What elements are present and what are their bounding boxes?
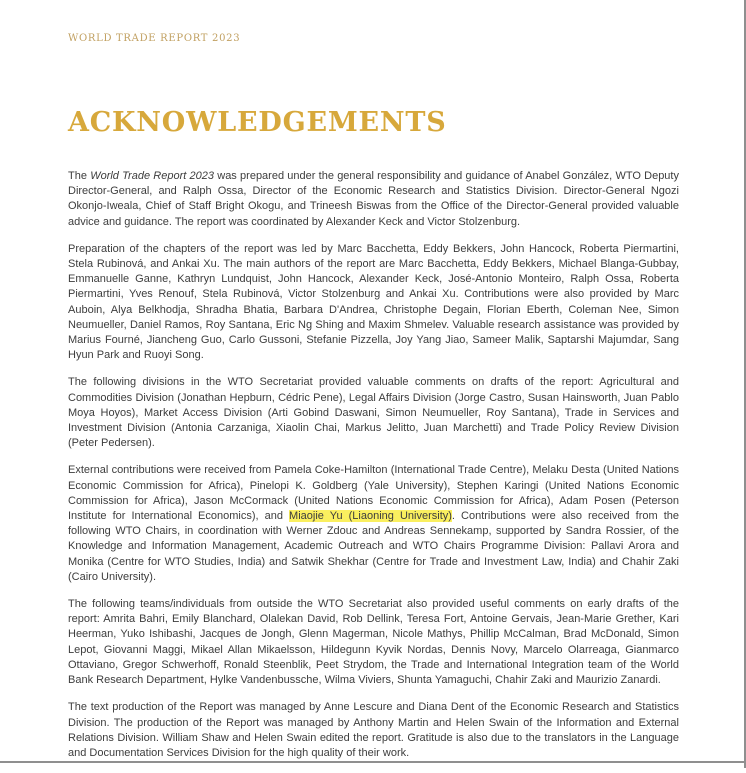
page-edge-bottom <box>0 761 744 763</box>
text-segment: Preparation of the chapters of the report was led by Marc Bacchetta, Eddy Bekkers, John Hancock, Roberta Piermartini, Stela Rubinová, and Ankai Xu. The main authors of the report are Marc Bacchetta, Eddy Bekkers, Michael Blanga-Gubbay, Emmanuelle Ganne, Kathryn Lundquist, John Hancock, Alexander Keck, José-Antonio Monteiro, Ralph Ossa, Roberta Piermartini, Yves Renouf, Stela Rubinová, Victor Stolzenburg and Ankai Xu. Contributions were also provided by Marc Auboin, Alya Belkhodja, Shradha Bhatia, Barbara D'Andrea, Christophe Degain, Florian Eberth, Coleman Nee, Simon Neumueller, Daniel Ramos, Roy Santana, Eric Ng Shing and Maxim Shmelev. Valuable research assistance was provided by Marius Fourné, Jiancheng Guo, Carlo Gussoni, Stefanie Pizzella, Joy Yang Jiao, Sameer Malik, Saptarshi Majumdar, Sang Hyun Park and Ruoyi Song. <box>68 242 679 362</box>
text-segment: . Contributions were also received from the following WTO Chairs, in coordination with Werner Zdouc and Andreas Sennekamp, supported by Sandra Rossier, of the Knowledge and Information Management, Academic Outreach and WTO Chairs Programme Division: Pallavi Arora and Monika (Centre for WTO Studies, India) and Satwik Shekhar (Centre for Trade and Investment Law, India) and Chahir Zaki (Cairo University). <box>68 510 679 583</box>
paragraph-4 <box>68 463 679 585</box>
paragraph-5 <box>68 597 679 688</box>
highlighted-text: Miaojie Yu (Liaoning University) <box>289 510 452 523</box>
text-segment: World Trade Report 2023 <box>90 170 215 182</box>
text-segment: The following teams/individuals from outside the WTO Secretariat also provided useful comments on early drafts of the report: Amrita Bahri, Emily Blanchard, Olalekan David, Rob Dellink, Teresa Fort, Antoine Gervais, Jean-Marie Grether, Kari Heerman, Yuko Ishibashi, Jacques de Jongh, Glenn Magerman, Nicole Mathys, Phillip McCalman, Brad McDonald, Simon Lepot, Giovanni Maggi, Mikael Allan Mikaelsson, Hildegunn Kyvik Nordas, Dennis Novy, Marcelo Olarreaga, Gianmarco Ottaviano, Gregor Schwerhoff, Ronald Steenblik, Peet Strydom, the Trade and International Integration team of the World Bank Research Department, Hylke Vandenbussche, Wilma Viviers, Shunta Yamaguchi, Chahir Zaki and Maurizio Zanardi. <box>68 598 679 687</box>
running-header: WORLD TRADE REPORT 2023 <box>68 33 241 44</box>
acknowledgements-body <box>68 169 679 761</box>
text-segment: The following divisions in the WTO Secretariat provided valuable comments on drafts of the report: Agricultural and Commodities Division (Jonathan Hepburn, Cédric Pene), Legal Affairs Division (Jorge Castro, Susan Hainsworth, Juan Pablo Moya Hoyos), Market Access Division (Arti Gobind Daswani, Simon Neumueller, Roy Santana), Trade in Services and Investment Division (Antonia Carzaniga, Xiaolin Chai, Markus Jelitto, Juan Marchetti) and Trade Policy Review Division (Peter Pedersen). <box>68 376 679 450</box>
paragraph-1 <box>68 169 679 230</box>
text-segment: External contributions were received from Pamela Coke-Hamilton (International Trade Centre), Melaku Desta (United Nations Economic Commission for Africa), Pinelopi K. Goldberg (Yale University), Stephen Karingi (United Nations Economic Commission for Africa), Jason McCormack (United Nations Economic Commission for Africa), Adam Posen (Peterson Institute for International Economics), and <box>68 464 679 523</box>
text-segment: The text production of the Report was managed by Anne Lescure and Diana Dent of the Economic Research and Statistics Division. The production of the Report was managed by Anthony Martin and Helen Swain of the Information and External Relations Division. William Shaw and Helen Swain edited the report. Gratitude is also due to the translators in the Language and Documentation Services Division for the high quality of their work. <box>68 701 679 759</box>
page-content <box>68 0 679 773</box>
page-title: ACKNOWLEDGEMENTS <box>68 107 447 138</box>
text-segment: The <box>68 170 91 182</box>
paragraph-6 <box>68 700 679 761</box>
paragraph-2 <box>68 242 679 364</box>
text-segment: was prepared under the general responsibility and guidance of Anabel González, WTO Deputy Director-General, and Ralph Ossa, Director of the Economic Research and Statistics Division. Director-General Ngozi Okonjo-Iweala, Chief of Staff Bright Okogu, and Trineesh Biswas from the Office of the Director-General provided valuable advice and guidance. The report was coordinated by Alexander Keck and Victor Stolzenburg. <box>68 170 679 228</box>
paragraph-3 <box>68 375 679 451</box>
